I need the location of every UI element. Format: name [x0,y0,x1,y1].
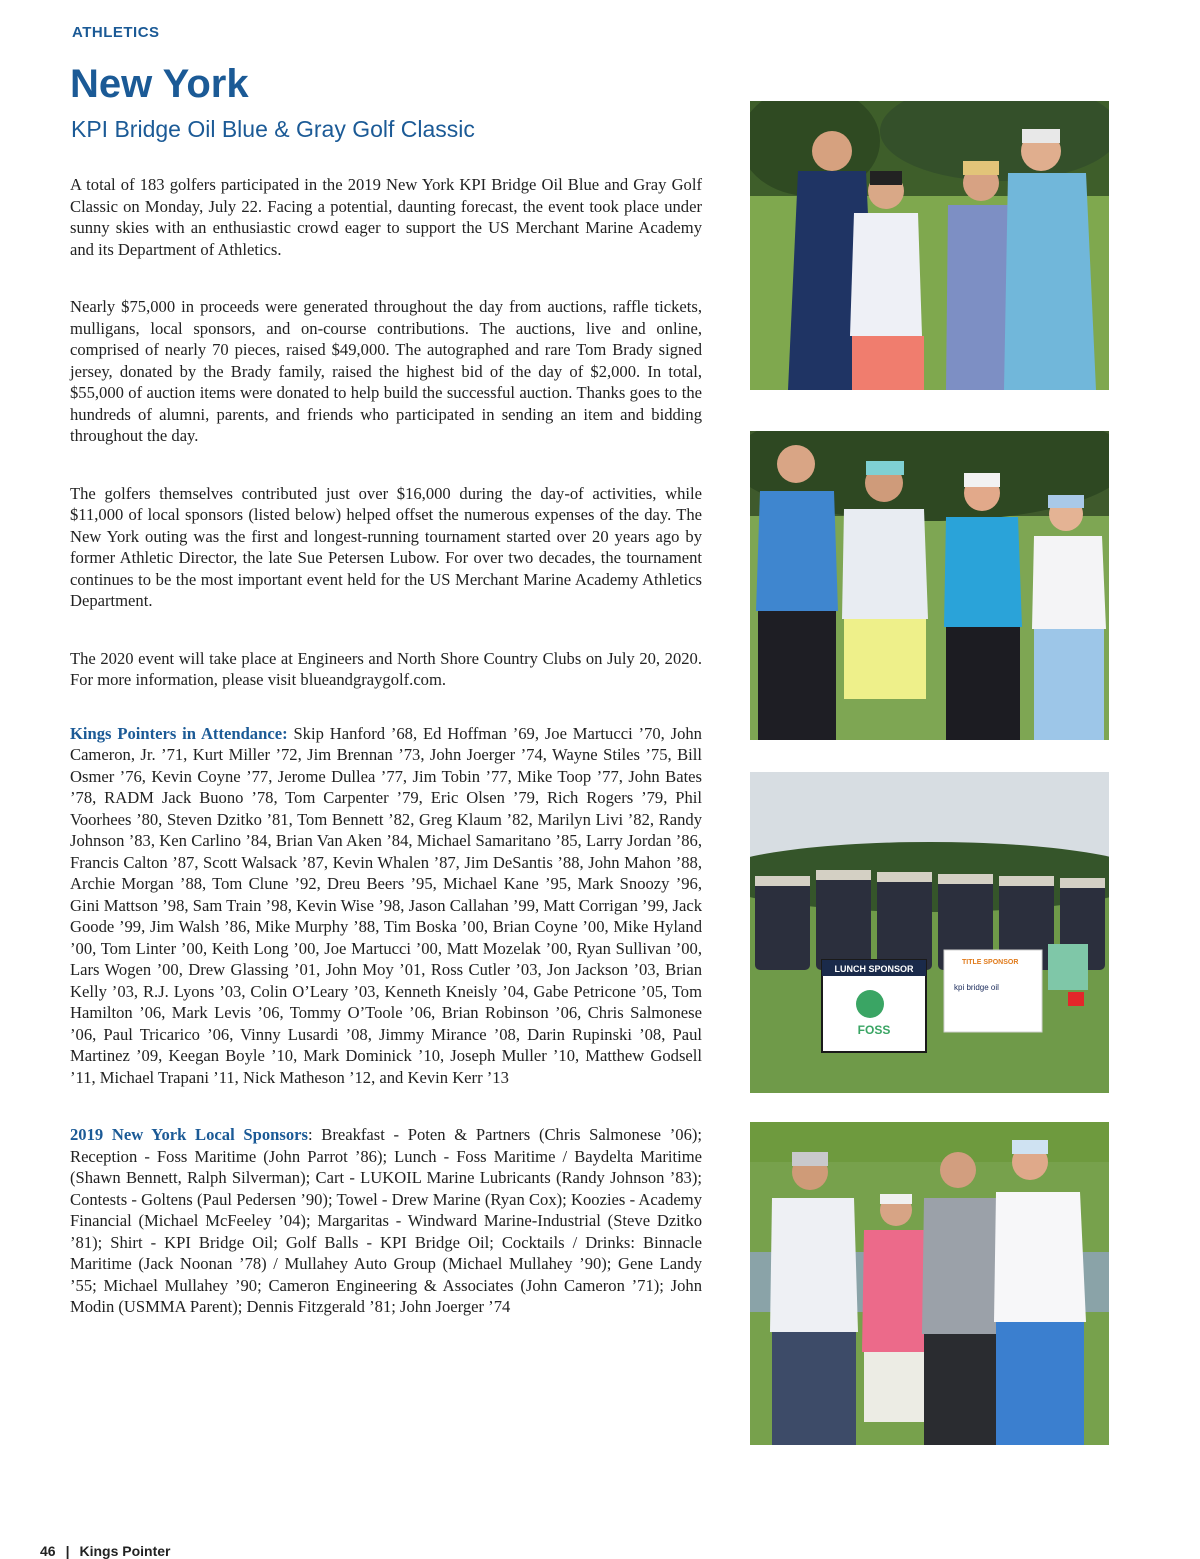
section-label: ATHLETICS [72,24,160,41]
sign-title-sponsor-brand: kpi bridge oil [954,983,999,992]
sign-lunch-sponsor-brand: FOSS [857,1023,891,1037]
attendance-label: Kings Pointers in Attendance: [70,723,288,743]
paragraph-2: Nearly $75,000 in proceeds were generated throughout the day from auctions, raffle tickets, mulligans, local sponsors, and on-course contributions. The auctions, live and online, comprised of nearly 70 pieces, raised $49,000. The autographed and rare Tom Brady signed jersey, donated by the Brady family, raised the highest bid of the day of $2,000. In total, $55,000 of auction items were donated to help build the successful auction. Thanks goes to the hundreds of alumni, parents, and friends who participated in sending an item and bidding throughout the day. [70,297,702,445]
sponsors-paragraph [70,1124,702,1318]
photo-foursome-3 [750,1122,1109,1445]
sign-title-sponsor-title: TITLE SPONSOR [962,959,1019,966]
photo-foursome-1 [750,101,1109,390]
article-body [70,174,702,1354]
attendance-paragraph [70,723,702,1089]
page-number: 46 [40,1543,56,1559]
publication-name: Kings Pointer [79,1543,171,1559]
sign-lunch-sponsor-title: LUNCH SPONSOR [834,964,914,974]
paragraph-1: A total of 183 golfers participated in the 2019 New York KPI Bridge Oil Blue and Gray Golf Classic on Monday, July 22. Facing a potential, daunting forecast, the event took place under sunny skies with an enthusiastic crowd eager to support the US Merchant Marine Academy and its Department of Athletics. [70,175,702,259]
sponsors-list: : Breakfast - Poten & Partners (Chris Salmonese ’06); Reception - Foss Maritime (John Parrot ’86); Lunch - Foss Maritime / Baydelta Maritime (Shawn Bennett, Ralph Silverman); Cart - LUKOIL Marine Lubricants (Randy Johnson ’83); Contests - Goltens (Paul Pedersen ’90); Towel - Drew Marine (Ryan Cox); Koozies - Academy Financial (Michael McFeeley ’04); Margaritas - Windward Marine-Industrial (Steve Dzitko ’81); Shirt - KPI Bridge Oil; Golf Balls - KPI Bridge Oil; Cocktails / Drinks: Binnacle Maritime (Jack Noonan ’78) / Mullahey Auto Group (Michael Mullahey ’90); Gene Landy ’55; Michael Mullahey ’90; Cameron Engineering & Associates (John Cameron ’71); John Modin (USMMA Parent); Dennis Fitzgerald ’81; John Joerger ’74 [70,1125,702,1316]
footer-separator: | [65,1543,70,1559]
paragraph-4: The 2020 event will take place at Engineers and North Shore Country Clubs on July 20, 2020. For more information, please visit blueandgraygolf.com. [70,648,702,689]
attendance-list: Skip Hanford ’68, Ed Hoffman ’69, Joe Martucci ’70, John Cameron, Jr. ’71, Kurt Miller ’72, Jim Brennan ’73, John Joerger ’74, Wayne Stiles ’75, Bill Osmer ’76, Kevin Coyne ’77, Jerome Dullea ’77, Jim Tobin ’77, Mike Toop ’77, John Bates ’78, RADM Jack Buono ’78, Tom Carpenter ’79, Eric Olsen ’79, Rich Rogers ’79, Phil Voorhees ’80, Steven Dzitko ’81, Tom Bennett ’82, Greg Klaum ’82, Marilyn Livi ’82, Randy Johnson ’83, Ken Carlino ’84, Brian Van Aken ’84, Michael Samaritano ’85, Larry Jordan ’86, Francis Calton ’87, Scott Walsack ’87, Kevin Whalen ’87, Jim DeSantis ’88, John Mahon ’88, Archie Morgan ’88, Tom Clune ’92, Dreu Beers ’95, Michael Kane ’95, Mark Snoozy ’96, Gini Mattson ’98, Sam Train ’98, Kevin Wise ’98, Jason Callahan ’99, Matt Corrigan ’99, Jack Goode ’99, Jim Walsh ’86, Mike Murphy ’88, Tim Boska ’00, Brian Coyne ’00, Mike Hyland ’00, Tom Linter ’00, Keith Long ’00, Joe Martucci ’00, Matt Mozelak ’00, Ryan Sullivan ’00, Lars Wogen ’00, Drew Glassing ’01, John Moy ’01, Ross Cutler ’03, Jon Jackson ’03, Brian Kelly ’03, R.J. Lyons ’03, Colin O’Leary ’03, Kenneth Kneisly ’04, Gabe Petricone ’05, Tom Hamilton ’06, Mark Levis ’06, Tommy O’Toole ’06, Brian Robinson ’06, Chris Salmonese ’06, Paul Tricarico ’06, Vinny Lusardi ’08, Jimmy Mirance ’08, Darin Rupinski ’08, Paul Martinez ’09, Keegan Boyle ’10, Mark Dominick ’10, Joseph Muller ’10, Matthew Godsell ’11, Michael Trapani ’11, Nick Matheson ’12, and Kevin Kerr ’13 [70,723,702,1087]
sponsors-label: 2019 New York Local Sponsors [70,1125,308,1144]
article-title: New York [70,62,249,106]
article-subtitle: KPI Bridge Oil Blue & Gray Golf Classic [71,116,475,142]
photo-foursome-2 [750,431,1109,740]
page-footer [40,1543,171,1559]
paragraph-3: The golfers themselves contributed just over $16,000 during the day-of activities, while $11,000 of local sponsors (listed below) helped offset the numerous expenses of the day. The New York outing was the first and longest-running tournament started over 20 years ago by former Athletic Director, the late Sue Petersen Lubow. For over two decades, the tournament continues to be the most important event held for the US Merchant Marine Academy Athletics Department. [70,483,702,610]
photo-carts-sponsor-signs [750,772,1109,1093]
